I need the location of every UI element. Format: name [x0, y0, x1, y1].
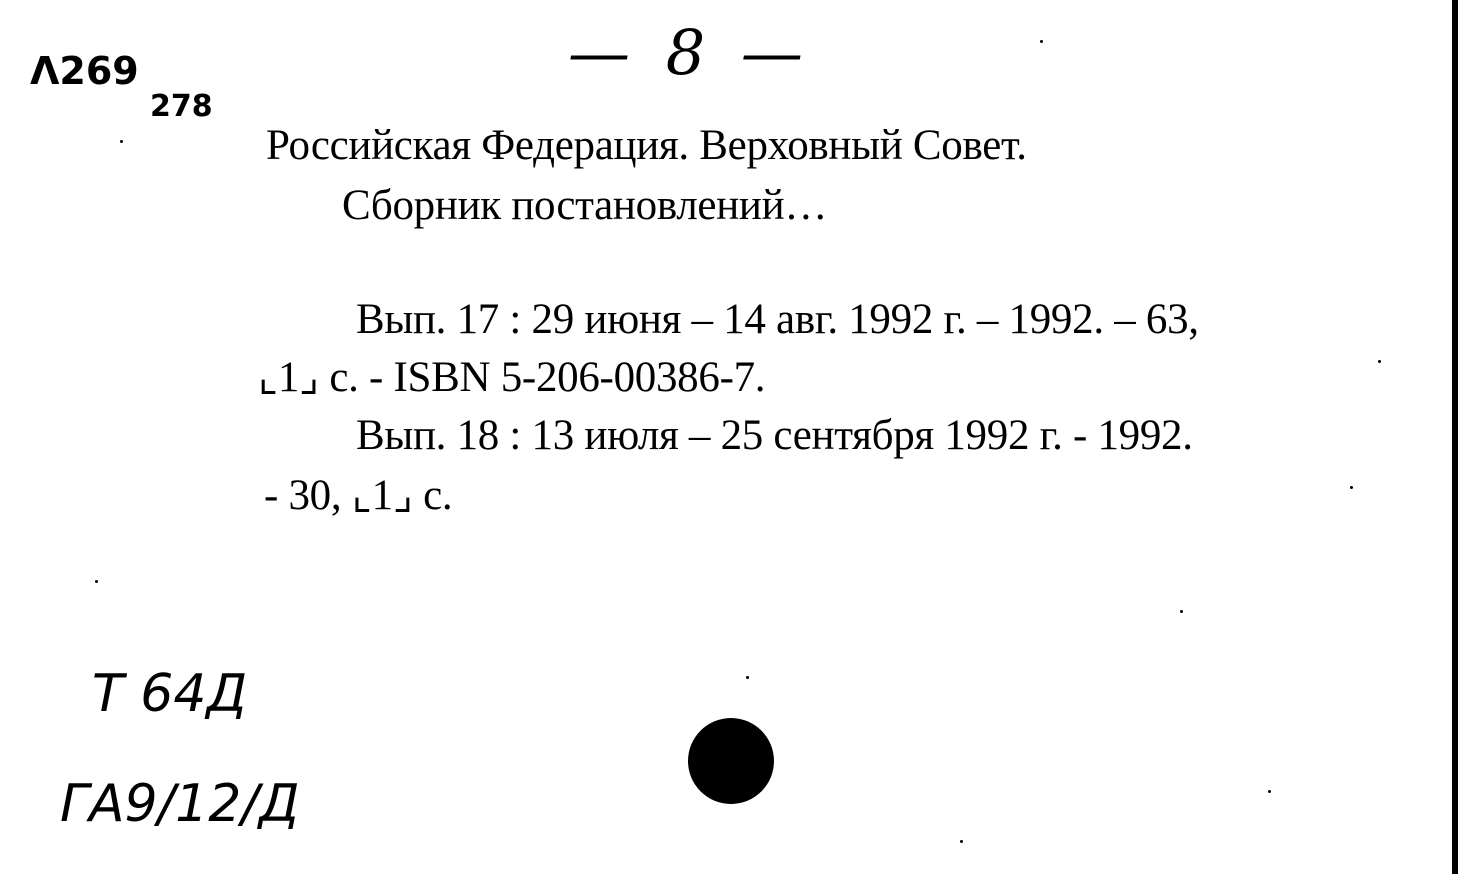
handwritten-mark-1: Т 64Д: [92, 664, 248, 724]
speck: [1180, 610, 1183, 613]
entry-1-line-1: Вып. 17 : 29 июня – 14 авг. 1992 г. – 1992. – 63,: [356, 296, 1199, 343]
speck: [1268, 790, 1271, 793]
speck: [1350, 486, 1353, 489]
handwritten-mark-2: ГА9/12/Д: [60, 774, 300, 834]
speck: [1040, 40, 1043, 43]
card-edge: [1452, 0, 1458, 874]
speck: [746, 676, 749, 679]
entry-2-line-1: Вып. 18 : 13 июля – 25 сентября 1992 г. - 1992.: [356, 412, 1193, 459]
shelf-mark-sub: 278: [150, 89, 213, 124]
speck: [960, 840, 963, 843]
speck: [120, 140, 123, 143]
entry-2-line-2: - 30, ⌞1⌟ с.: [264, 472, 453, 519]
heading-line-1: Российская Федерация. Верховный Совет.: [266, 122, 1027, 169]
punch-hole: [688, 718, 774, 804]
heading-line-2: Сборник постановлений…: [342, 182, 828, 229]
shelf-mark: Λ269: [30, 49, 139, 93]
speck: [1378, 360, 1381, 363]
entry-1-line-2: ⌞1⌟ с. - ISBN 5-206-00386-7.: [258, 354, 766, 401]
page-number: — 8 —: [568, 16, 811, 89]
speck: [95, 580, 98, 583]
